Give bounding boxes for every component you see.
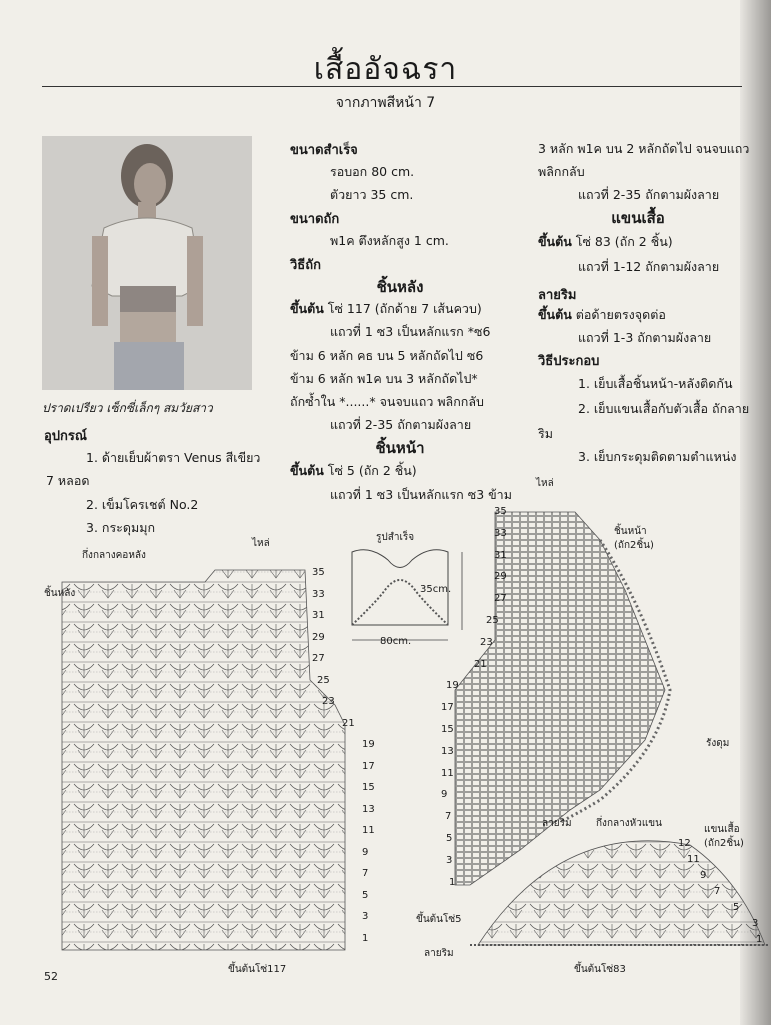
row-number: 25 <box>317 674 330 686</box>
sleeve-label: แขนเสื้อ <box>704 824 740 835</box>
buttonhole-label: รังดุม <box>706 738 730 749</box>
front-line: พลิกกลับ <box>538 164 585 179</box>
row-number: 15 <box>362 782 375 793</box>
row-number: 11 <box>441 767 454 779</box>
sleeve-center-label: กึ่งกลางหัวแขน <box>596 818 662 829</box>
row-number: 7 <box>714 886 721 897</box>
back-line: ข้าม 6 หลัก พ1ค บน 3 หลักถัดไป* <box>290 371 478 386</box>
back-center-label: กึ่งกลางคอหลัง <box>82 550 146 561</box>
row-number: 9 <box>362 846 369 858</box>
back-start: โซ่ 117 (ถักด้าย 7 เส้นควบ) <box>327 301 482 316</box>
edge-start: ต่อด้ายตรงจุดต่อ <box>575 307 666 322</box>
sleeve-chart <box>478 841 765 945</box>
materials-item: 3. กระดุมมุก <box>86 520 156 535</box>
front-line: แถวที่ 2-35 ถักตามผังลาย <box>578 187 720 202</box>
row-number: 9 <box>700 870 707 881</box>
row-number: 15 <box>441 724 454 735</box>
edge-heading: ลายริม <box>538 288 577 303</box>
row-number: 25 <box>486 615 499 626</box>
front-line: 3 หลัก พ1ค บน 2 หลักถัดไป จนจบแถว <box>538 141 750 156</box>
row-number: 5 <box>733 902 740 913</box>
height-label: 35cm. <box>420 584 452 595</box>
materials-heading: อุปกรณ์ <box>44 429 87 444</box>
row-number: 1 <box>449 876 456 888</box>
row-number: 5 <box>362 889 369 901</box>
front-start-label: ขึ้นต้น <box>290 463 324 478</box>
back-line: แถวที่ 1 ซ3 เป็นหลักแรก *ซ6 <box>330 324 491 339</box>
back-piece-label: ชิ้นหลัง <box>44 588 76 599</box>
sleeve-heading: แขนเสื้อ <box>611 209 665 227</box>
edge-line: แถวที่ 1-3 ถักตามผังลาย <box>578 330 712 345</box>
assembly-item: 1. เย็บเสื้อชิ้นหน้า-หลังติดกัน <box>578 376 733 391</box>
row-number: 11 <box>687 854 700 865</box>
row-number: 13 <box>362 803 375 815</box>
back-start-label: ขึ้นต้นโซ่117 <box>228 964 287 975</box>
finished-shape-label: รูปสำเร็จ <box>376 532 415 543</box>
sleeve-start: โซ่ 83 (ถัก 2 ชิ้น) <box>575 234 673 249</box>
shoulder-label: ไหล่ <box>252 538 270 549</box>
gauge-text: พ1ค ตึงหลักสูง 1 cm. <box>330 233 449 248</box>
size-heading: ขนาดสำเร็จ <box>290 143 358 158</box>
row-number: 21 <box>342 717 355 729</box>
row-number: 3 <box>752 918 759 929</box>
row-number: 33 <box>494 527 507 539</box>
back-line: ข้าม 6 หลัก คธ บน 5 หลักถัดไป ซ6 <box>290 348 484 363</box>
sleeve-start-label: ขึ้นต้นโซ่83 <box>574 964 626 975</box>
edge2-label: ลายริม <box>424 948 454 959</box>
front-shoulder-label: ไหล่ <box>536 478 554 489</box>
row-number: 21 <box>474 658 487 670</box>
front-line: แถวที่ 1 ซ3 เป็นหลักแรก ซ3 ข้าม <box>330 487 512 502</box>
row-number: 31 <box>312 610 325 621</box>
front-heading: ชิ้นหน้า <box>375 439 425 457</box>
width-label: 80cm. <box>380 636 412 647</box>
back-line: ถักซ้ำใน *......* จนจบแถว พลิกกลับ <box>290 394 484 409</box>
row-number: 5 <box>446 833 453 844</box>
front-start: โซ่ 5 (ถัก 2 ชิ้น) <box>327 463 417 478</box>
row-number: 35 <box>312 567 325 578</box>
row-number: 12 <box>678 838 691 849</box>
size-length: ตัวยาว 35 cm. <box>330 187 414 202</box>
row-number: 33 <box>312 588 325 600</box>
sleeve-start-label: ขึ้นต้น <box>538 234 572 249</box>
photo-caption: ปราดเปรียว เซ็กซี่เล็กๆ สมวัยสาว <box>42 401 213 415</box>
row-number: 11 <box>362 825 375 836</box>
back-heading: ชิ้นหลัง <box>376 278 424 296</box>
sleeve-note: (ถัก2ชิ้น) <box>704 838 744 849</box>
row-number: 31 <box>494 549 507 561</box>
back-start-label: ขึ้นต้น <box>290 301 324 316</box>
row-number: 9 <box>441 789 448 801</box>
row-number: 7 <box>362 868 369 879</box>
back-piece-chart <box>62 570 345 950</box>
page-number: 52 <box>44 970 58 983</box>
row-number: 29 <box>494 571 507 583</box>
front-start-label: ขึ้นต้นโซ่5 <box>416 914 462 925</box>
row-number: 7 <box>445 811 452 823</box>
row-number: 23 <box>480 636 493 648</box>
row-number: 1 <box>756 934 763 945</box>
edge-start-label: ขึ้นต้น <box>538 307 572 322</box>
row-number: 19 <box>362 739 375 750</box>
page-subtitle: จากภาพสีหน้า 7 <box>335 95 436 111</box>
size-bust: รอบอก 80 cm. <box>330 164 415 179</box>
back-line: แถวที่ 2-35 ถักตามผังลาย <box>330 417 472 432</box>
assembly-heading: วิธีประกอบ <box>538 354 600 369</box>
gauge-heading: ขนาดถัก <box>290 212 340 227</box>
row-number: 35 <box>494 506 507 517</box>
page-title: เสื้ออัจฉรา <box>313 52 458 87</box>
assembly-item: 3. เย็บกระดุมติดตามตำแหน่ง <box>578 449 737 464</box>
row-number: 23 <box>322 696 335 707</box>
row-number: 1 <box>362 932 369 944</box>
assembly-item: 2. เย็บแขนเสื้อกับตัวเสื้อ ถักลาย <box>578 401 750 416</box>
row-number: 29 <box>312 631 325 643</box>
materials-item: 2. เข็มโครเชต์ No.2 <box>86 497 199 512</box>
row-number: 27 <box>494 593 507 605</box>
front-piece-label: ชิ้นหน้า <box>614 526 647 537</box>
materials-item: 1. ด้ายเย็บผ้าตรา Venus สีเขียว <box>86 450 261 465</box>
materials-item: 7 หลอด <box>46 473 90 488</box>
row-number: 27 <box>312 653 325 664</box>
row-number: 19 <box>446 680 459 692</box>
row-number: 17 <box>441 702 454 714</box>
row-number: 3 <box>446 854 453 866</box>
method-heading: วิธีถัก <box>290 258 321 273</box>
edge-label: ลายริม <box>542 818 572 829</box>
row-number: 13 <box>441 745 454 757</box>
assembly-item: ริม <box>538 426 553 441</box>
row-number: 3 <box>362 911 369 922</box>
row-number: 17 <box>362 760 375 772</box>
front-piece-note: (ถัก2ชิ้น) <box>614 540 654 551</box>
sleeve-line: แถวที่ 1-12 ถักตามผังลาย <box>578 259 720 274</box>
